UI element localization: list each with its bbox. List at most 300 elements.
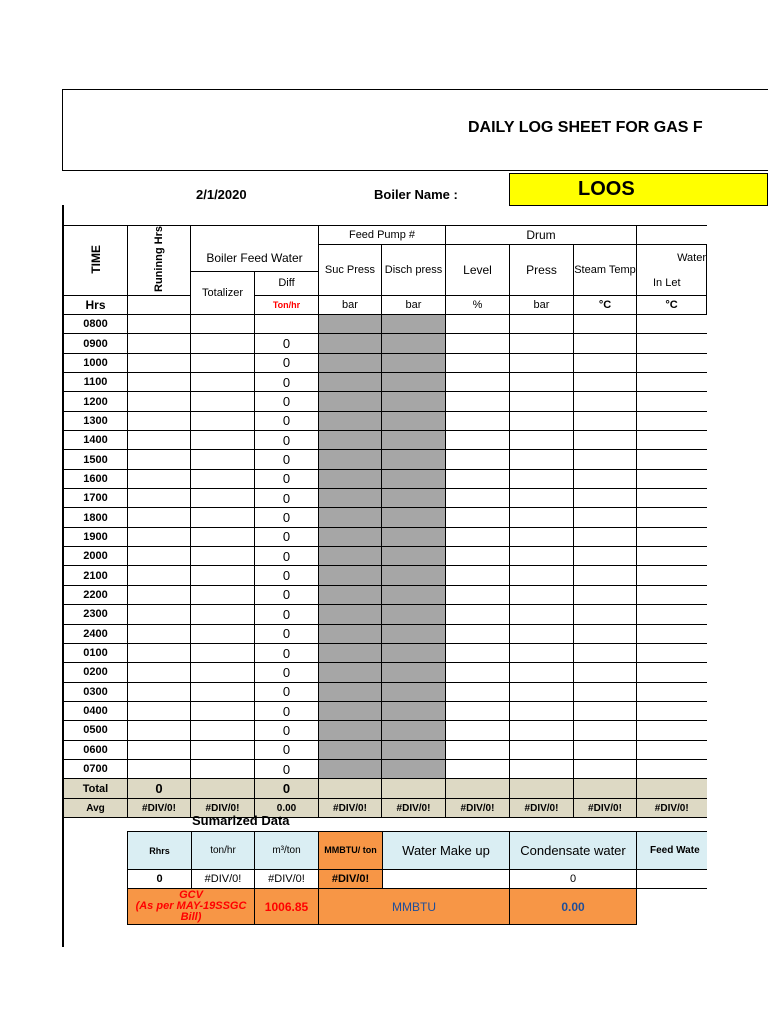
total-running: 0 (128, 779, 191, 799)
water-inlet-cell[interactable] (637, 315, 707, 334)
water-inlet-cell[interactable] (637, 605, 707, 624)
totalizer-cell[interactable] (191, 334, 255, 353)
boiler-feed-water-header: Boiler Feed Water (191, 245, 319, 272)
disch-press-cell[interactable] (382, 585, 446, 604)
press-cell[interactable] (510, 334, 574, 353)
suc-press-cell[interactable] (319, 373, 382, 392)
disch-press-cell[interactable] (382, 392, 446, 411)
diff-header: Diff (255, 271, 319, 296)
steam-temp-cell[interactable] (574, 682, 637, 701)
running-hrs-cell[interactable] (128, 315, 191, 334)
running-hrs-cell[interactable] (128, 566, 191, 585)
press-cell[interactable] (510, 315, 574, 334)
table-row (64, 411, 707, 430)
press-cell[interactable] (510, 547, 574, 566)
steam-temp-cell[interactable] (574, 334, 637, 353)
totalizer-cell[interactable] (191, 411, 255, 430)
diff-cell: 0 (255, 605, 319, 624)
disch-press-cell[interactable] (382, 682, 446, 701)
disch-press-cell[interactable] (382, 605, 446, 624)
suc-press-cell[interactable] (319, 682, 382, 701)
disch-press-header: Disch press (382, 245, 446, 296)
diff-cell: 0 (255, 547, 319, 566)
disch-press-cell[interactable] (382, 663, 446, 682)
press-cell[interactable] (510, 585, 574, 604)
level-cell[interactable] (446, 315, 510, 334)
disch-press-cell[interactable] (382, 547, 446, 566)
gcv-label: GCV (179, 889, 203, 901)
time-cell: 2100 (64, 566, 128, 585)
time-cell: 1600 (64, 469, 128, 488)
press-cell[interactable] (510, 566, 574, 585)
water-inlet-cell[interactable] (637, 373, 707, 392)
suc-press-cell[interactable] (319, 489, 382, 508)
time-cell: 1000 (64, 353, 128, 372)
water-inlet-cell[interactable] (637, 508, 707, 527)
diff-cell: 0 (255, 643, 319, 662)
running-hrs-cell[interactable] (128, 663, 191, 682)
totalizer-cell[interactable] (191, 450, 255, 469)
time-cell: 2400 (64, 624, 128, 643)
running-hrs-cell[interactable] (128, 392, 191, 411)
totalizer-cell[interactable] (191, 431, 255, 450)
totalizer-cell[interactable] (191, 566, 255, 585)
suc-press-cell[interactable] (319, 315, 382, 334)
gcv-note: (As per MAY-19SSGC Bill) (135, 900, 247, 923)
suc-press-cell[interactable] (319, 759, 382, 778)
press-cell[interactable] (510, 431, 574, 450)
totalizer-cell[interactable] (191, 353, 255, 372)
disch-press-cell[interactable] (382, 527, 446, 546)
time-cell: 0500 (64, 721, 128, 740)
water-inlet-cell[interactable] (637, 489, 707, 508)
totalizer-cell[interactable] (191, 605, 255, 624)
totalizer-cell[interactable] (191, 663, 255, 682)
totalizer-cell[interactable] (191, 740, 255, 759)
press-cell[interactable] (510, 643, 574, 662)
suc-press-cell[interactable] (319, 469, 382, 488)
boiler-name-label: Boiler Name : (374, 187, 458, 202)
feed-pump-header: Feed Pump # (319, 226, 446, 245)
water-inlet-cell[interactable] (637, 585, 707, 604)
steam-temp-cell[interactable] (574, 605, 637, 624)
summary-mmbtu-ton-value: #DIV/0! (319, 870, 383, 889)
steam-temp-cell[interactable] (574, 566, 637, 585)
total-totalizer (191, 779, 255, 799)
time-cell: 1900 (64, 527, 128, 546)
running-hrs-cell[interactable] (128, 682, 191, 701)
total-label: Total (64, 779, 128, 799)
steam-temp-cell[interactable] (574, 353, 637, 372)
level-cell[interactable] (446, 585, 510, 604)
summary-mmbtu-ton-header: MMBTU/ ton (319, 832, 383, 870)
suc-press-cell[interactable] (319, 334, 382, 353)
level-cell[interactable] (446, 450, 510, 469)
disch-press-cell[interactable] (382, 740, 446, 759)
level-cell[interactable] (446, 353, 510, 372)
running-hrs-cell[interactable] (128, 508, 191, 527)
totalizer-cell[interactable] (191, 315, 255, 334)
water-inlet-cell[interactable] (637, 527, 707, 546)
steam-temp-cell[interactable] (574, 721, 637, 740)
disch-press-cell[interactable] (382, 469, 446, 488)
press-cell[interactable] (510, 450, 574, 469)
summary-water-makeup-value[interactable] (383, 870, 510, 889)
totalizer-cell[interactable] (191, 624, 255, 643)
level-cell[interactable] (446, 682, 510, 701)
disch-press-cell[interactable] (382, 411, 446, 430)
steam-temp-cell[interactable] (574, 701, 637, 720)
steam-temp-cell[interactable] (574, 489, 637, 508)
boiler-name-text: LOOS (578, 178, 635, 200)
summary-rhrs-value: 0 (128, 870, 192, 889)
level-cell[interactable] (446, 431, 510, 450)
diff-cell: 0 (255, 469, 319, 488)
press-cell[interactable] (510, 353, 574, 372)
running-hrs-cell[interactable] (128, 411, 191, 430)
level-header: Level (446, 245, 510, 296)
water-inlet-cell[interactable] (637, 469, 707, 488)
summary-condensate-value: 0 (510, 870, 637, 889)
water-inlet-cell[interactable] (637, 566, 707, 585)
level-cell[interactable] (446, 605, 510, 624)
steam-temp-cell[interactable] (574, 547, 637, 566)
table-row (64, 643, 707, 662)
suc-press-cell[interactable] (319, 701, 382, 720)
running-hrs-cell[interactable] (128, 334, 191, 353)
water-inlet-cell[interactable] (637, 547, 707, 566)
level-cell[interactable] (446, 566, 510, 585)
water-inlet-cell[interactable] (637, 334, 707, 353)
log-table (63, 225, 707, 818)
level-cell[interactable] (446, 643, 510, 662)
water-inlet-cell[interactable] (637, 663, 707, 682)
diff-cell: 0 (255, 566, 319, 585)
diff-cell: 0 (255, 508, 319, 527)
water-inlet-cell[interactable] (637, 431, 707, 450)
suc-press-cell[interactable] (319, 431, 382, 450)
summary-m3ton-value: #DIV/0! (255, 870, 319, 889)
running-hrs-cell[interactable] (128, 547, 191, 566)
running-hrs-cell[interactable] (128, 740, 191, 759)
avg-water: #DIV/0! (637, 799, 707, 818)
water-inlet-cell[interactable] (637, 392, 707, 411)
steam-temp-header: Steam Temp (574, 245, 637, 296)
summary-condensate-header: Condensate water (510, 832, 637, 870)
table-row (64, 585, 707, 604)
totalizer-cell[interactable] (191, 527, 255, 546)
table-row (64, 566, 707, 585)
press-cell[interactable] (510, 721, 574, 740)
water-inlet-cell[interactable] (637, 721, 707, 740)
running-hrs-cell[interactable] (128, 353, 191, 372)
time-cell: 1300 (64, 411, 128, 430)
level-cell[interactable] (446, 392, 510, 411)
avg-row (64, 799, 707, 818)
press-cell[interactable] (510, 527, 574, 546)
steam-temp-cell[interactable] (574, 508, 637, 527)
time-cell: 0600 (64, 740, 128, 759)
water-inlet-cell[interactable] (637, 740, 707, 759)
diff-cell: 0 (255, 411, 319, 430)
water-header: Water (637, 245, 707, 272)
press-cell[interactable] (510, 701, 574, 720)
press-cell[interactable] (510, 508, 574, 527)
summary-feed-water-value[interactable] (637, 870, 707, 889)
disch-unit: bar (382, 296, 446, 315)
disch-press-cell[interactable] (382, 566, 446, 585)
level-cell[interactable] (446, 701, 510, 720)
suc-press-cell[interactable] (319, 508, 382, 527)
running-hrs-cell[interactable] (128, 450, 191, 469)
press-cell[interactable] (510, 373, 574, 392)
running-hrs-cell[interactable] (128, 431, 191, 450)
press-cell[interactable] (510, 624, 574, 643)
running-hrs-cell[interactable] (128, 527, 191, 546)
steam-temp-cell[interactable] (574, 392, 637, 411)
disch-press-cell[interactable] (382, 431, 446, 450)
disch-press-cell[interactable] (382, 489, 446, 508)
drum-header: Drum (446, 226, 637, 245)
table-row (64, 450, 707, 469)
steam-temp-cell[interactable] (574, 624, 637, 643)
total-level (446, 779, 510, 799)
totalizer-cell[interactable] (191, 392, 255, 411)
total-suc (319, 779, 382, 799)
steam-temp-cell[interactable] (574, 373, 637, 392)
running-hrs-cell[interactable] (128, 624, 191, 643)
totalizer-cell[interactable] (191, 508, 255, 527)
level-cell[interactable] (446, 663, 510, 682)
disch-press-cell[interactable] (382, 759, 446, 778)
suc-press-cell[interactable] (319, 353, 382, 372)
disch-press-cell[interactable] (382, 353, 446, 372)
running-hrs-cell[interactable] (128, 643, 191, 662)
time-cell: 0900 (64, 334, 128, 353)
avg-disch: #DIV/0! (382, 799, 446, 818)
avg-level: #DIV/0! (446, 799, 510, 818)
boiler-name-value[interactable] (509, 173, 768, 206)
table-row (64, 547, 707, 566)
diff-cell: 0 (255, 353, 319, 372)
running-hrs-cell[interactable] (128, 469, 191, 488)
running-hrs-cell[interactable] (128, 701, 191, 720)
running-hrs-cell[interactable] (128, 721, 191, 740)
time-cell: 1100 (64, 373, 128, 392)
water-inlet-cell[interactable] (637, 701, 707, 720)
water-inlet-cell[interactable] (637, 353, 707, 372)
totalizer-cell[interactable] (191, 643, 255, 662)
level-cell[interactable] (446, 469, 510, 488)
water-inlet-cell[interactable] (637, 682, 707, 701)
disch-press-cell[interactable] (382, 721, 446, 740)
total-diff: 0 (255, 779, 319, 799)
diff-cell: 0 (255, 392, 319, 411)
diff-cell: 0 (255, 701, 319, 720)
table-row (64, 469, 707, 488)
level-cell[interactable] (446, 740, 510, 759)
avg-steam: #DIV/0! (574, 799, 637, 818)
totalizer-cell[interactable] (191, 585, 255, 604)
level-cell[interactable] (446, 721, 510, 740)
level-cell[interactable] (446, 489, 510, 508)
time-cell: 1200 (64, 392, 128, 411)
running-hrs-header: Runinng Hrs (128, 226, 191, 296)
suc-press-cell[interactable] (319, 411, 382, 430)
suc-press-cell[interactable] (319, 643, 382, 662)
table-row (64, 527, 707, 546)
total-row (64, 779, 707, 799)
gcv-value: 1006.85 (255, 889, 319, 925)
water-top (637, 226, 707, 245)
table-row (64, 431, 707, 450)
press-cell[interactable] (510, 411, 574, 430)
water-inlet-cell[interactable] (637, 624, 707, 643)
table-row (64, 508, 707, 527)
level-cell[interactable] (446, 334, 510, 353)
summary-rhrs-header: Rhrs (128, 832, 192, 870)
running-hrs-cell[interactable] (128, 605, 191, 624)
disch-press-cell[interactable] (382, 624, 446, 643)
steam-temp-cell[interactable] (574, 643, 637, 662)
level-cell[interactable] (446, 411, 510, 430)
level-cell[interactable] (446, 759, 510, 778)
time-cell: 2300 (64, 605, 128, 624)
total-water (637, 779, 707, 799)
summary-water-makeup-header: Water Make up (383, 832, 510, 870)
table-row (64, 624, 707, 643)
summary-m3ton-header: m³/ton (255, 832, 319, 870)
running-hrs-cell[interactable] (128, 489, 191, 508)
diff-cell: 0 (255, 334, 319, 353)
summary-tonhr-value: #DIV/0! (192, 870, 255, 889)
press-header: Press (510, 245, 574, 296)
steam-temp-cell[interactable] (574, 527, 637, 546)
suc-press-cell[interactable] (319, 624, 382, 643)
steam-temp-cell[interactable] (574, 585, 637, 604)
total-steam (574, 779, 637, 799)
disch-press-cell[interactable] (382, 334, 446, 353)
steam-temp-cell[interactable] (574, 740, 637, 759)
table-row (64, 740, 707, 759)
disch-press-cell[interactable] (382, 701, 446, 720)
totalizer-cell[interactable] (191, 373, 255, 392)
press-cell[interactable] (510, 663, 574, 682)
avg-press: #DIV/0! (510, 799, 574, 818)
hrs-unit: Hrs (64, 296, 128, 315)
suc-press-cell[interactable] (319, 450, 382, 469)
level-cell[interactable] (446, 527, 510, 546)
disch-press-cell[interactable] (382, 373, 446, 392)
level-cell[interactable] (446, 508, 510, 527)
totalizer-header: Totalizer (191, 271, 255, 315)
total-press (510, 779, 574, 799)
table-row (64, 701, 707, 720)
suc-press-cell[interactable] (319, 566, 382, 585)
steam-temp-cell[interactable] (574, 663, 637, 682)
steam-temp-cell[interactable] (574, 759, 637, 778)
time-cell: 2200 (64, 585, 128, 604)
mmbtu-value: 0.00 (510, 889, 637, 925)
time-cell: 1700 (64, 489, 128, 508)
suc-press-cell[interactable] (319, 740, 382, 759)
in-let-header: In Let (637, 271, 707, 296)
disch-press-cell[interactable] (382, 315, 446, 334)
totalizer-cell[interactable] (191, 721, 255, 740)
level-cell[interactable] (446, 547, 510, 566)
press-cell[interactable] (510, 392, 574, 411)
diff-cell: 0 (255, 373, 319, 392)
total-disch (382, 779, 446, 799)
suc-press-header: Suc Press (319, 245, 382, 296)
summary-feed-water-header: Feed Wate (637, 832, 707, 870)
suc-press-cell[interactable] (319, 527, 382, 546)
totalizer-cell[interactable] (191, 701, 255, 720)
time-cell: 0800 (64, 315, 128, 334)
water-unit: °C (637, 296, 707, 315)
level-cell[interactable] (446, 624, 510, 643)
suc-press-cell[interactable] (319, 605, 382, 624)
water-inlet-cell[interactable] (637, 759, 707, 778)
diff-cell: 0 (255, 431, 319, 450)
suc-press-cell[interactable] (319, 585, 382, 604)
diff-cell: 0 (255, 585, 319, 604)
press-cell[interactable] (510, 682, 574, 701)
level-cell[interactable] (446, 373, 510, 392)
totalizer-cell[interactable] (191, 547, 255, 566)
suc-press-cell[interactable] (319, 392, 382, 411)
totalizer-cell[interactable] (191, 489, 255, 508)
steam-temp-cell[interactable] (574, 411, 637, 430)
totalizer-cell[interactable] (191, 469, 255, 488)
steam-temp-cell[interactable] (574, 450, 637, 469)
steam-temp-cell[interactable] (574, 431, 637, 450)
steam-temp-cell[interactable] (574, 469, 637, 488)
press-cell[interactable] (510, 759, 574, 778)
disch-press-cell[interactable] (382, 450, 446, 469)
totalizer-cell[interactable] (191, 682, 255, 701)
running-hrs-cell[interactable] (128, 759, 191, 778)
running-hrs-cell[interactable] (128, 585, 191, 604)
table-row (64, 489, 707, 508)
summary-title: Sumarized Data (192, 813, 290, 828)
water-inlet-cell[interactable] (637, 411, 707, 430)
avg-running: #DIV/0! (128, 799, 191, 818)
diff-cell: 0 (255, 527, 319, 546)
disch-press-cell[interactable] (382, 643, 446, 662)
time-cell: 0300 (64, 682, 128, 701)
press-cell[interactable] (510, 605, 574, 624)
running-hrs-cell[interactable] (128, 373, 191, 392)
time-cell: 0100 (64, 643, 128, 662)
water-inlet-cell[interactable] (637, 450, 707, 469)
suc-press-cell[interactable] (319, 721, 382, 740)
suc-press-cell[interactable] (319, 663, 382, 682)
running-unit (128, 296, 191, 315)
gcv-cell (128, 889, 255, 925)
press-cell[interactable] (510, 740, 574, 759)
disch-press-cell[interactable] (382, 508, 446, 527)
steam-temp-cell[interactable] (574, 315, 637, 334)
ton-hr-unit: Ton/hr (255, 296, 319, 315)
time-cell: 1800 (64, 508, 128, 527)
totalizer-cell[interactable] (191, 759, 255, 778)
press-cell[interactable] (510, 489, 574, 508)
suc-press-cell[interactable] (319, 547, 382, 566)
water-inlet-cell[interactable] (637, 643, 707, 662)
time-cell: 1500 (64, 450, 128, 469)
press-cell[interactable] (510, 469, 574, 488)
